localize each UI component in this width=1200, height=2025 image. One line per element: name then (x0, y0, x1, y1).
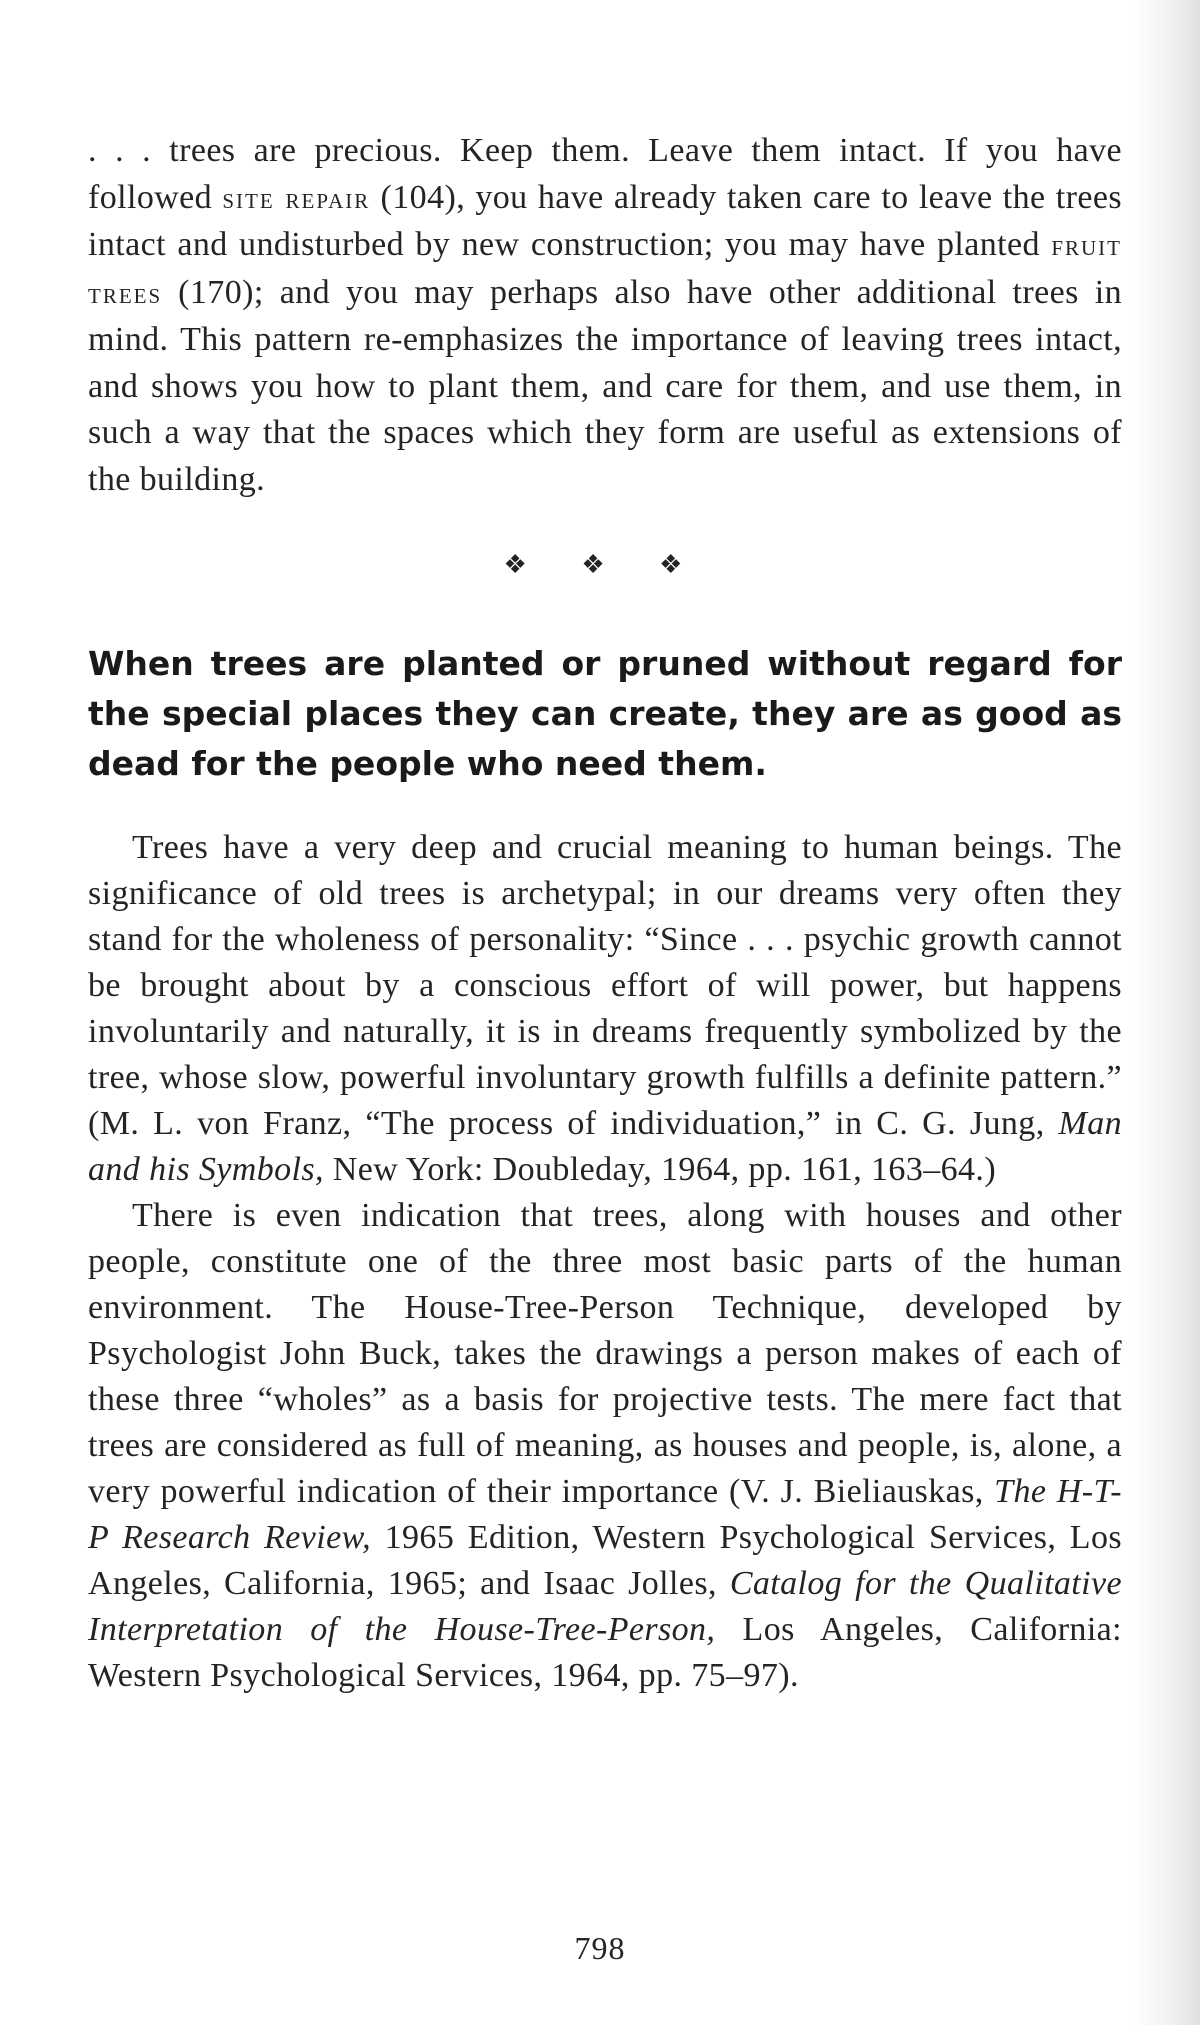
book-title-man-and-his-symbols: Man and his Symbols, (88, 1105, 1122, 1188)
section-separator-icon: ❖ ❖ ❖ (503, 550, 707, 579)
intro-text-3: (170); and you may perhaps also have other additional trees in mind. This pattern re-emphasizes the importance of leaving trees intact, and shows you how to plant them, and care for them, and use them, in such a way that the spaces which they form are useful as extensions of the building. (88, 273, 1122, 498)
book-title-htp-research-review: The H-T-P Research Review, (88, 1473, 1122, 1556)
paragraph-1-text-1: Trees have a very deep and crucial meaning to human beings. The significance of old trees is archetypal; in our dreams very often they stand for the wholeness of personality: “Since . . . psychic growth cannot be brought about by a conscious effort of will power, but happens involuntarily and naturally, it is in dreams frequently symbolized by the tree, whose slow, powerful involuntary growth fulfills a definite pattern.” (M. L. von Franz, “The process of individuation,” in C. G. Jung, (88, 829, 1122, 1142)
paragraph-2-text-3: Los Angeles, California: Western Psychological Services, 1964, pp. 75–97). (88, 1611, 1122, 1694)
paragraph-2-text-2: 1965 Edition, Western Psychological Services, Los Angeles, California, 1965; and Isaac Jolles, (88, 1519, 1122, 1602)
page-number: 798 (574, 1930, 626, 1966)
intro-text-2: (104), you have already taken care to leave the trees intact and undisturbed by new construction; you may have planted (88, 178, 1122, 263)
pattern-reference-fruit-trees: fruit trees (88, 229, 1122, 310)
body-text (88, 825, 1122, 1699)
pattern-reference-site-repair: site repair (222, 181, 371, 215)
paragraph-2-text-1: There is even indication that trees, along with houses and other people, constitute one of the three most basic parts of the human environment. The House-Tree-Person Technique, developed by Psychologist John Buck, takes the drawings a person makes of each of these three “wholes” as a basis for projective tests. The mere fact that trees are considered as full of meaning, as houses and people, is, alone, a very powerful indication of their importance (V. J. Bieliauskas, (88, 1197, 1122, 1510)
page-edge-shadow (1130, 0, 1200, 2025)
paragraph-1-text-2: New York: Doubleday, 1964, pp. 161, 163–64.) (323, 1151, 997, 1188)
paragraph-1 (88, 825, 1122, 1193)
book-page (88, 128, 1122, 1699)
paragraph-2 (88, 1193, 1122, 1699)
intro-text-1: . . . trees are precious. Keep them. Leave them intact. If you have followed (88, 132, 1122, 216)
problem-statement-headline: When trees are planted or pruned without regard for the special places they can create, they are as good as dead for the people who need them. (88, 644, 1122, 783)
intro-paragraph (88, 128, 1122, 503)
book-title-catalog-htp: Catalog for the Qualitative Interpretation of the House-Tree-Person, (88, 1565, 1122, 1648)
